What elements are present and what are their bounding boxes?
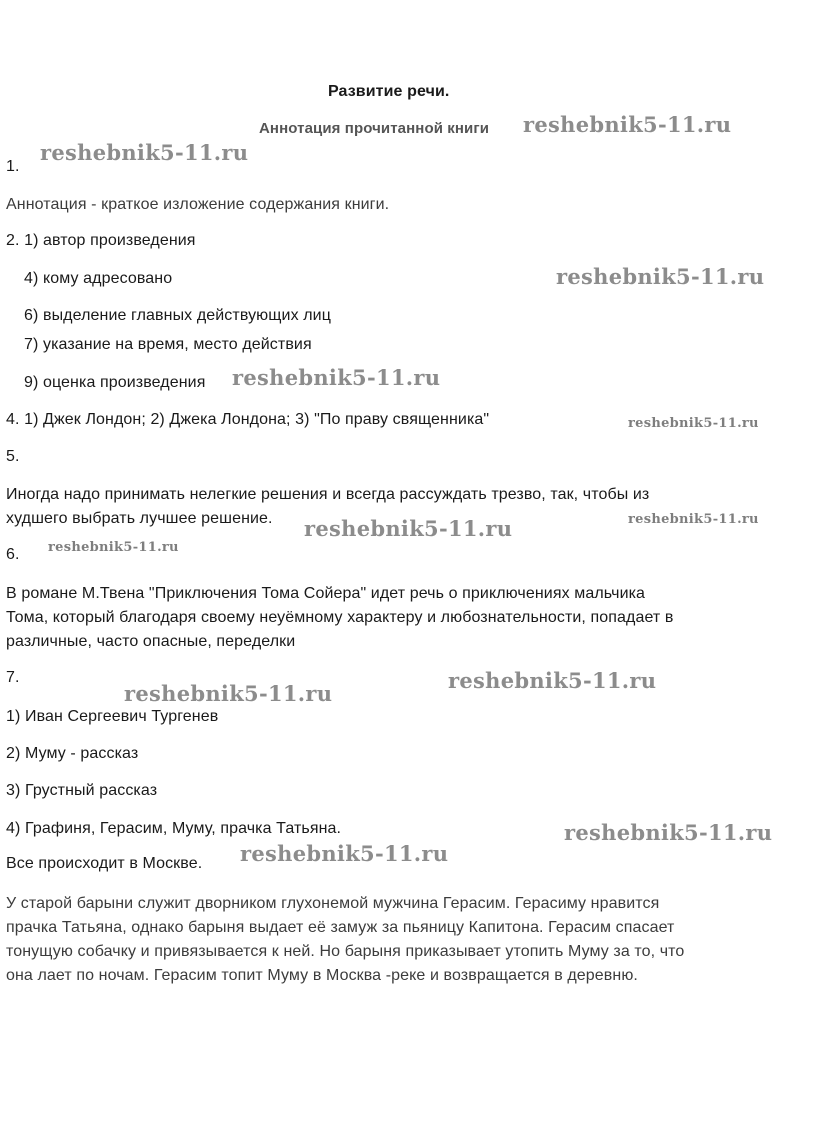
summary-line-3: тонущую собачку и привязывается к ней. Но барыня приказывает утопить Муму за то, что — [6, 943, 685, 960]
section-6-line-3: различные, часто опасные, переделки — [6, 633, 296, 650]
watermark: reshebnik5-11.ru — [448, 668, 657, 693]
section-2-item-7: 7) указание на время, место действия — [24, 336, 312, 353]
section-1-text: Аннотация - краткое изложение содержания книги. — [6, 196, 390, 213]
watermark: reshebnik5-11.ru — [628, 512, 759, 527]
watermark: reshebnik5-11.ru — [628, 416, 759, 431]
watermark: reshebnik5-11.ru — [124, 681, 333, 706]
section-5-line-2: худшего выбрать лучшее решение. — [6, 510, 273, 527]
section-7-item-2: 2) Муму - рассказ — [6, 745, 139, 762]
section-4-text: 4. 1) Джек Лондон; 2) Джека Лондона; 3) "По праву священника" — [6, 411, 490, 428]
section-2-item-4: 4) кому адресовано — [24, 270, 173, 287]
watermark: reshebnik5-11.ru — [48, 540, 179, 555]
watermark: reshebnik5-11.ru — [40, 140, 249, 165]
section-2-item-1: 2. 1) автор произведения — [6, 232, 196, 249]
section-7-item-1: 1) Иван Сергеевич Тургенев — [6, 708, 219, 725]
watermark: reshebnik5-11.ru — [232, 365, 441, 390]
section-6-number: 6. — [6, 546, 20, 563]
summary-line-4: она лает по ночам. Герасим топит Муму в Москва -реке и возвращается в деревню. — [6, 967, 638, 984]
section-7-item-3: 3) Грустный рассказ — [6, 782, 158, 799]
watermark: reshebnik5-11.ru — [523, 112, 732, 137]
page-title: Развитие речи. — [328, 83, 450, 100]
section-5-number: 5. — [6, 448, 20, 465]
watermark: reshebnik5-11.ru — [564, 820, 773, 845]
section-2-item-6: 6) выделение главных действующих лиц — [24, 307, 331, 324]
section-5-line-1: Иногда надо принимать нелегкие решения и всегда рассуждать трезво, так, чтобы из — [6, 486, 650, 503]
section-6-line-1: В романе М.Твена "Приключения Тома Сойера" идет речь о приключениях мальчика — [6, 585, 646, 602]
section-1-number: 1. — [6, 158, 20, 175]
summary-line-1: У старой барыни служит дворником глухонемой мужчина Герасим. Герасиму нравится — [6, 895, 660, 912]
section-7-location: Все происходит в Москве. — [6, 855, 203, 872]
summary-line-2: прачка Татьяна, однако барыня выдает её замуж за пьяницу Капитона. Герасим спасает — [6, 919, 675, 936]
section-7-number: 7. — [6, 669, 20, 686]
section-6-line-2: Тома, который благодаря своему неуёмному характеру и любознательности, попадает в — [6, 609, 674, 626]
section-2-item-9: 9) оценка произведения — [24, 374, 206, 391]
watermark: reshebnik5-11.ru — [304, 516, 513, 541]
page-subtitle: Аннотация прочитанной книги — [259, 120, 490, 137]
watermark: reshebnik5-11.ru — [240, 841, 449, 866]
watermark: reshebnik5-11.ru — [556, 264, 765, 289]
section-7-item-4: 4) Графиня, Герасим, Муму, прачка Татьяна. — [6, 820, 342, 837]
